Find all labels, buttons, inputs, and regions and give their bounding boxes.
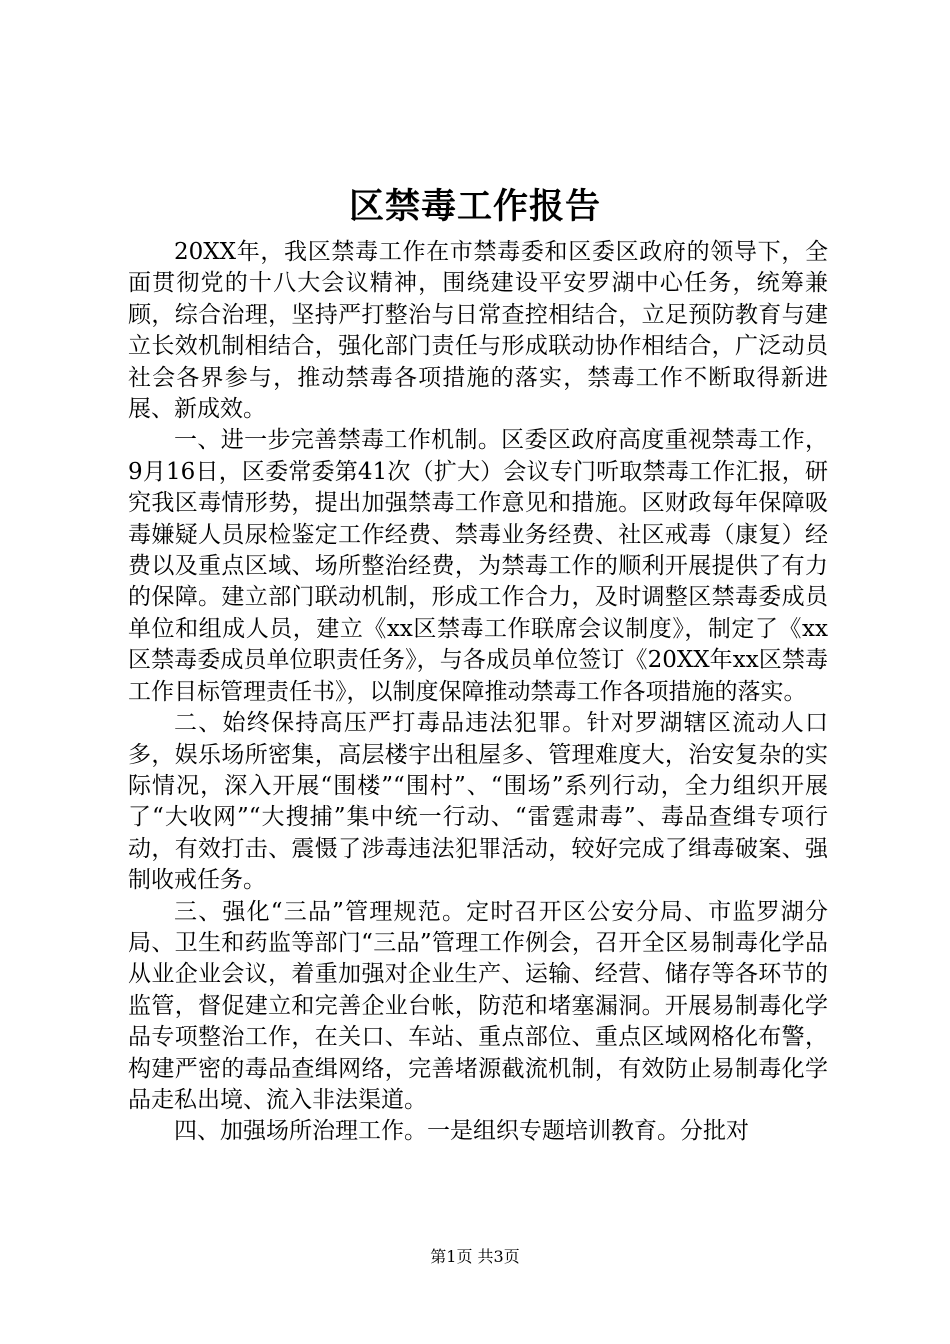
document-title: 区禁毒工作报告 [348,187,601,227]
document-body [128,237,828,1148]
paragraph-section-2: 二、始终保持高压严打毒品违法犯罪。针对罗湖辖区流动人口多，娱乐场所密集，高层楼宇出租屋多、管理难度大，治安复杂的实际情况，深入开展“围楼”“围村”、“围场”系列行动，全力组织开展了“大收网”“大搜捕”集中统一行动、“雷霆肃毒”、毒品查缉专项行动，有效打击、震慑了涉毒违法犯罪活动，较好完成了缉毒破案、强制收戒任务。 [128,710,828,894]
paragraph-section-3: 三、强化“三品”管理规范。定时召开区公安分局、市监罗湖分局、卫生和药监等部门“三品”管理工作例会，召开全区易制毒化学品从业企业会议，着重加强对企业生产、运输、经营、储存等各环节的监管，督促建立和完善企业台帐，防范和堵塞漏洞。开展易制毒化学品专项整治工作，在关口、车站、重点部位、重点区域网格化布警，构建严密的毒品查缉网络，完善堵源截流机制，有效防止易制毒化学品走私出境、流入非法渠道。 [128,898,828,1113]
page-footer: 第1页 共3页 [430,1247,520,1266]
paragraph-intro: 20XX年，我区禁毒工作在市禁毒委和区委区政府的领导下，全面贯彻党的十八大会议精神，围绕建设平安罗湖中心任务，统筹兼顾，综合治理，坚持严打整治与日常查控相结合，立足预防教育与建立长效机制相结合，强化部门责任与形成联动协作相结合，广泛动员社会各界参与，推动禁毒各项措施的落实，禁毒工作不断取得新进展、新成效。 [128,239,828,423]
paragraph-section-1: 一、进一步完善禁毒工作机制。区委区政府高度重视禁毒工作，9月16日，区委常委第41次（扩大）会议专门听取禁毒工作汇报，研究我区毒情形势，提出加强禁毒工作意见和措施。区财政每年保障吸毒嫌疑人员尿检鉴定工作经费、禁毒业务经费、社区戒毒（康复）经费以及重点区域、场所整治经费，为禁毒工作的顺利开展提供了有力的保障。建立部门联动机制，形成工作合力，及时调整区禁毒委成员单位和组成人员，建立《xx区禁毒工作联席会议制度》，制定了《xx区禁毒委成员单位职责任务》，与各成员单位签订《20XX年xx区禁毒工作目标管理责任书》，以制度保障推动禁毒工作各项措施的落实。 [128,427,828,705]
paragraph-section-4: 四、加强场所治理工作。一是组织专题培训教育。分批对 [174,1118,749,1145]
